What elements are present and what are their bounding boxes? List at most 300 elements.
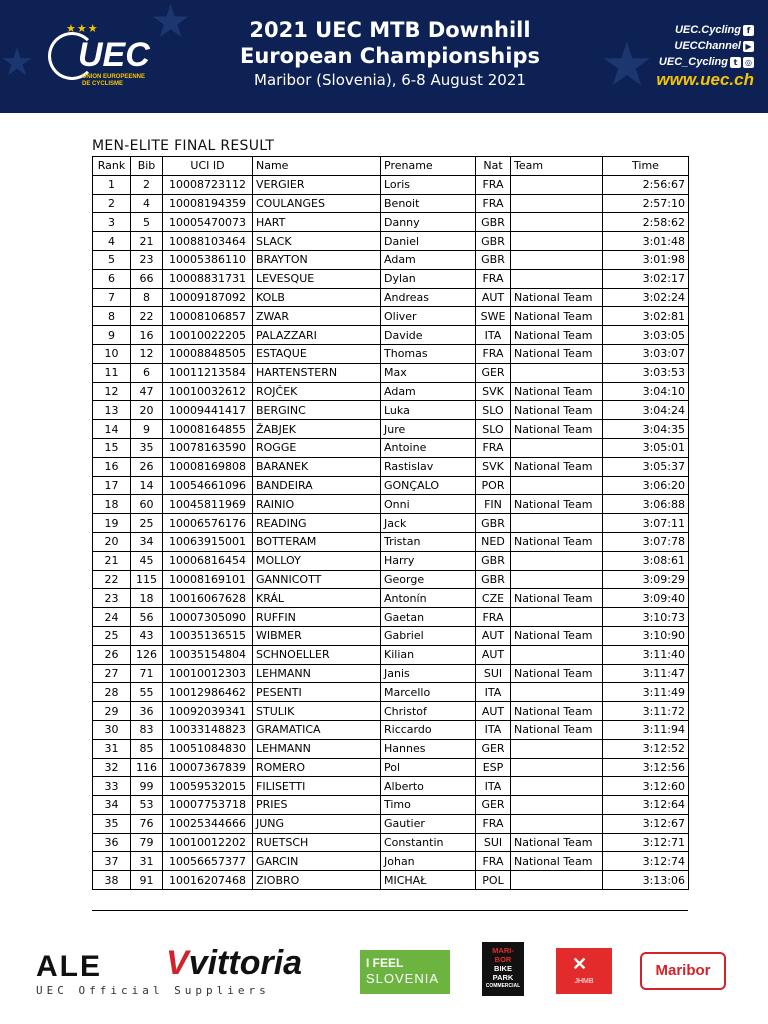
cell-team: National Team: [511, 326, 603, 345]
cell-uci-id: 10005470073: [163, 213, 253, 232]
cell-prename: George: [381, 570, 476, 589]
cell-rank: 15: [93, 438, 131, 457]
cell-name: ROJČEK: [253, 382, 381, 401]
cell-bib: 126: [131, 645, 163, 664]
cell-prename: GONÇALO: [381, 476, 476, 495]
cell-bib: 85: [131, 739, 163, 758]
cell-prename: Antonín: [381, 589, 476, 608]
cell-uci-id: 10007305090: [163, 608, 253, 627]
logo-subtitle: [82, 74, 145, 88]
youtube-icon: ▶: [743, 41, 754, 52]
cell-uci-id: 10059532015: [163, 777, 253, 796]
cell-prename: Onni: [381, 495, 476, 514]
cell-rank: 37: [93, 852, 131, 871]
cell-nat: NED: [476, 532, 511, 551]
cell-bib: 31: [131, 852, 163, 871]
cell-nat: POL: [476, 871, 511, 890]
social-youtube[interactable]: UECChannel ▶: [656, 38, 754, 54]
cell-uci-id: 10006576176: [163, 514, 253, 533]
cell-rank: 6: [93, 269, 131, 288]
sponsors-bar: [0, 940, 768, 1024]
col-header-nat: Nat: [476, 157, 511, 176]
cell-name: LEHMANN: [253, 739, 381, 758]
cell-rank: 38: [93, 871, 131, 890]
cell-bib: 12: [131, 344, 163, 363]
cell-team: [511, 269, 603, 288]
cell-team: [511, 476, 603, 495]
cell-name: SCHNOELLER: [253, 645, 381, 664]
cell-uci-id: 10051084830: [163, 739, 253, 758]
cell-time: 3:13:06: [603, 871, 689, 890]
cell-nat: SVK: [476, 382, 511, 401]
col-header-uci-id: UCI ID: [163, 157, 253, 176]
cell-prename: Marcello: [381, 683, 476, 702]
cell-time: 3:07:11: [603, 514, 689, 533]
cell-team: [511, 871, 603, 890]
cell-team: [511, 683, 603, 702]
cell-nat: GBR: [476, 570, 511, 589]
cell-name: COULANGES: [253, 194, 381, 213]
cell-rank: 13: [93, 401, 131, 420]
cell-rank: 17: [93, 476, 131, 495]
cell-name: RUFFIN: [253, 608, 381, 627]
social-facebook[interactable]: UEC.Cycling f: [656, 22, 754, 38]
cell-nat: ITA: [476, 777, 511, 796]
cell-prename: Jure: [381, 420, 476, 439]
cell-team: National Team: [511, 344, 603, 363]
cell-name: RAINIO: [253, 495, 381, 514]
cell-prename: Gabriel: [381, 626, 476, 645]
cell-bib: 71: [131, 664, 163, 683]
cell-name: BRAYTON: [253, 250, 381, 269]
cell-name: PESENTI: [253, 683, 381, 702]
table-row: [93, 551, 689, 570]
cell-team: National Team: [511, 457, 603, 476]
cell-bib: 56: [131, 608, 163, 627]
table-row: [93, 514, 689, 533]
cell-name: ZIOBRO: [253, 871, 381, 890]
cell-name: ESTAQUE: [253, 344, 381, 363]
cell-team: [511, 232, 603, 251]
cell-uci-id: 10011213584: [163, 363, 253, 382]
cell-bib: 35: [131, 438, 163, 457]
cell-nat: FRA: [476, 438, 511, 457]
star-decoration-icon: ★: [600, 30, 654, 100]
title-line-2: European Championships: [240, 44, 540, 68]
cell-prename: Antoine: [381, 438, 476, 457]
cell-prename: Dylan: [381, 269, 476, 288]
cell-team: [511, 739, 603, 758]
social-links: [656, 22, 754, 88]
cell-rank: 20: [93, 532, 131, 551]
cell-uci-id: 10025344666: [163, 814, 253, 833]
cell-uci-id: 10010012202: [163, 833, 253, 852]
cell-rank: 4: [93, 232, 131, 251]
cell-team: National Team: [511, 401, 603, 420]
cell-name: ŽABJEK: [253, 420, 381, 439]
cell-prename: Christof: [381, 702, 476, 721]
cell-bib: 26: [131, 457, 163, 476]
cell-team: National Team: [511, 833, 603, 852]
cell-name: BERGINC: [253, 401, 381, 420]
cell-team: National Team: [511, 702, 603, 721]
cell-uci-id: 10010012303: [163, 664, 253, 683]
cell-name: GRAMATICA: [253, 720, 381, 739]
cell-nat: FRA: [476, 269, 511, 288]
cell-nat: ITA: [476, 720, 511, 739]
cell-bib: 76: [131, 814, 163, 833]
title-line-1: 2021 UEC MTB Downhill: [249, 18, 531, 42]
cell-prename: Loris: [381, 175, 476, 194]
table-row: [93, 307, 689, 326]
cell-prename: Davide: [381, 326, 476, 345]
cell-bib: 66: [131, 269, 163, 288]
cell-rank: 16: [93, 457, 131, 476]
cell-name: KRÁL: [253, 589, 381, 608]
cell-rank: 24: [93, 608, 131, 627]
cell-rank: 26: [93, 645, 131, 664]
col-header-name: Name: [253, 157, 381, 176]
cell-prename: Hannes: [381, 739, 476, 758]
cell-team: National Team: [511, 532, 603, 551]
cell-rank: 36: [93, 833, 131, 852]
cell-time: 3:11:72: [603, 702, 689, 721]
cell-time: 3:09:40: [603, 589, 689, 608]
cell-uci-id: 10008723112: [163, 175, 253, 194]
cell-uci-id: 10008831731: [163, 269, 253, 288]
cell-time: 3:05:37: [603, 457, 689, 476]
cell-time: 3:10:73: [603, 608, 689, 627]
cell-nat: GBR: [476, 250, 511, 269]
cell-name: GARCIN: [253, 852, 381, 871]
cell-uci-id: 10008169101: [163, 570, 253, 589]
header-banner: [0, 0, 768, 113]
cell-nat: SLO: [476, 420, 511, 439]
cell-uci-id: 10092039341: [163, 702, 253, 721]
social-twitter-instagram[interactable]: UEC_Cycling t ◎: [656, 54, 754, 70]
cell-time: 3:12:67: [603, 814, 689, 833]
instagram-icon: ◎: [743, 57, 754, 68]
section-title: MEN-ELITE FINAL RESULT: [92, 138, 275, 154]
cell-uci-id: 10010032612: [163, 382, 253, 401]
table-row: [93, 758, 689, 777]
cell-nat: GER: [476, 796, 511, 815]
col-header-team: Team: [511, 157, 603, 176]
cell-rank: 12: [93, 382, 131, 401]
cell-uci-id: 10035154804: [163, 645, 253, 664]
cell-time: 3:02:81: [603, 307, 689, 326]
cell-name: LEVESQUE: [253, 269, 381, 288]
cell-nat: SLO: [476, 401, 511, 420]
table-row: [93, 213, 689, 232]
table-row: [93, 664, 689, 683]
cell-rank: 18: [93, 495, 131, 514]
cell-nat: POR: [476, 476, 511, 495]
cell-nat: GER: [476, 739, 511, 758]
star-decoration-icon: ★: [150, 0, 192, 48]
cell-rank: 7: [93, 288, 131, 307]
col-header-bib: Bib: [131, 157, 163, 176]
cell-uci-id: 10045811969: [163, 495, 253, 514]
table-row: [93, 777, 689, 796]
cell-nat: GER: [476, 363, 511, 382]
cell-prename: Adam: [381, 382, 476, 401]
cell-rank: 25: [93, 626, 131, 645]
cell-team: [511, 796, 603, 815]
cell-time: 3:11:47: [603, 664, 689, 683]
cell-nat: GBR: [476, 514, 511, 533]
cell-name: PRIES: [253, 796, 381, 815]
cell-bib: 36: [131, 702, 163, 721]
jhmb-mark-icon: ✕: [572, 954, 588, 974]
table-row: [93, 194, 689, 213]
cell-name: GANNICOTT: [253, 570, 381, 589]
logo-word: UEC: [78, 36, 150, 74]
cell-prename: Riccardo: [381, 720, 476, 739]
title-line-3: Maribor (Slovenia), 6-8 August 2021: [254, 71, 526, 89]
cell-bib: 83: [131, 720, 163, 739]
cell-prename: Constantin: [381, 833, 476, 852]
cell-uci-id: 10056657377: [163, 852, 253, 871]
suppliers-label: UEC Official Suppliers: [36, 984, 270, 997]
col-header-time: Time: [603, 157, 689, 176]
table-row: [93, 363, 689, 382]
cell-nat: GBR: [476, 551, 511, 570]
table-row: [93, 871, 689, 890]
cell-nat: AUT: [476, 626, 511, 645]
cell-rank: 1: [93, 175, 131, 194]
cell-nat: AUT: [476, 645, 511, 664]
cell-name: RUETSCH: [253, 833, 381, 852]
cell-uci-id: 10078163590: [163, 438, 253, 457]
cell-name: WIBMER: [253, 626, 381, 645]
cell-rank: 27: [93, 664, 131, 683]
cell-time: 3:12:74: [603, 852, 689, 871]
cell-time: 3:12:71: [603, 833, 689, 852]
cell-uci-id: 10008164855: [163, 420, 253, 439]
cell-time: 3:11:40: [603, 645, 689, 664]
cell-time: 3:06:88: [603, 495, 689, 514]
cell-prename: Kilian: [381, 645, 476, 664]
cell-bib: 47: [131, 382, 163, 401]
cell-team: [511, 758, 603, 777]
twitter-icon: t: [730, 57, 741, 68]
cell-name: BARANEK: [253, 457, 381, 476]
cell-name: HART: [253, 213, 381, 232]
cell-bib: 22: [131, 307, 163, 326]
cell-rank: 31: [93, 739, 131, 758]
cell-bib: 60: [131, 495, 163, 514]
cell-bib: 9: [131, 420, 163, 439]
cell-team: [511, 645, 603, 664]
facebook-icon: f: [743, 25, 754, 36]
table-row: [93, 269, 689, 288]
cell-time: 3:06:20: [603, 476, 689, 495]
cell-name: BOTTERAM: [253, 532, 381, 551]
cell-prename: Gaetan: [381, 608, 476, 627]
cell-uci-id: 10008848505: [163, 344, 253, 363]
cell-time: 3:03:07: [603, 344, 689, 363]
cell-rank: 22: [93, 570, 131, 589]
cell-nat: ITA: [476, 326, 511, 345]
table-row: [93, 814, 689, 833]
cell-team: National Team: [511, 288, 603, 307]
vittoria-v-mark: V: [166, 944, 189, 982]
cell-team: [511, 213, 603, 232]
table-row: [93, 175, 689, 194]
website-link[interactable]: www.uec.ch: [656, 70, 754, 89]
cell-nat: FRA: [476, 608, 511, 627]
cell-uci-id: 10007753718: [163, 796, 253, 815]
cell-bib: 21: [131, 232, 163, 251]
cell-time: 3:04:10: [603, 382, 689, 401]
cell-rank: 14: [93, 420, 131, 439]
table-row: [93, 420, 689, 439]
cell-time: 3:12:60: [603, 777, 689, 796]
cell-time: 3:12:64: [603, 796, 689, 815]
cell-team: National Team: [511, 852, 603, 871]
cell-uci-id: 10035136515: [163, 626, 253, 645]
cell-rank: 9: [93, 326, 131, 345]
event-title: [200, 17, 580, 91]
cell-prename: Gautier: [381, 814, 476, 833]
table-row: [93, 438, 689, 457]
table-row: [93, 702, 689, 721]
cell-name: KOLB: [253, 288, 381, 307]
table-row: [93, 401, 689, 420]
cell-team: National Team: [511, 664, 603, 683]
cell-name: JUNG: [253, 814, 381, 833]
cell-nat: CZE: [476, 589, 511, 608]
cell-prename: Alberto: [381, 777, 476, 796]
cell-uci-id: 10063915001: [163, 532, 253, 551]
cell-time: 3:04:35: [603, 420, 689, 439]
cell-time: 2:56:67: [603, 175, 689, 194]
cell-nat: ITA: [476, 683, 511, 702]
cell-team: [511, 514, 603, 533]
footer-divider: [92, 910, 688, 911]
cell-bib: 5: [131, 213, 163, 232]
cell-bib: 45: [131, 551, 163, 570]
table-row: [93, 626, 689, 645]
cell-time: 3:01:48: [603, 232, 689, 251]
cell-name: MOLLOY: [253, 551, 381, 570]
cell-team: National Team: [511, 382, 603, 401]
cell-uci-id: 10005386110: [163, 250, 253, 269]
cell-bib: 55: [131, 683, 163, 702]
cell-prename: Thomas: [381, 344, 476, 363]
cell-uci-id: 10008106857: [163, 307, 253, 326]
table-row: [93, 457, 689, 476]
table-row: [93, 739, 689, 758]
cell-nat: FRA: [476, 852, 511, 871]
cell-rank: 28: [93, 683, 131, 702]
cell-rank: 19: [93, 514, 131, 533]
cell-rank: 10: [93, 344, 131, 363]
cell-name: SLACK: [253, 232, 381, 251]
ale-logo: ALE: [36, 950, 102, 983]
cell-nat: GBR: [476, 232, 511, 251]
cell-team: National Team: [511, 420, 603, 439]
cell-prename: Daniel: [381, 232, 476, 251]
table-row: [93, 532, 689, 551]
table-row: [93, 382, 689, 401]
table-row: [93, 833, 689, 852]
cell-uci-id: 10007367839: [163, 758, 253, 777]
cell-prename: Jack: [381, 514, 476, 533]
i-feel-slovenia-logo: I FEEL SLOVENIA: [360, 950, 450, 994]
cell-bib: 14: [131, 476, 163, 495]
table-row: [93, 495, 689, 514]
cell-nat: FIN: [476, 495, 511, 514]
cell-team: [511, 608, 603, 627]
cell-bib: 99: [131, 777, 163, 796]
cell-time: 3:02:24: [603, 288, 689, 307]
cell-rank: 23: [93, 589, 131, 608]
cell-nat: GBR: [476, 213, 511, 232]
logo-sub-line2: DE CYCLISME: [82, 81, 124, 87]
cell-name: VERGIER: [253, 175, 381, 194]
cell-time: 3:05:01: [603, 438, 689, 457]
cell-time: 3:12:52: [603, 739, 689, 758]
cell-name: ROMERO: [253, 758, 381, 777]
cell-name: LEHMANN: [253, 664, 381, 683]
table-row: [93, 570, 689, 589]
vittoria-logo: Vvittoria: [166, 944, 303, 982]
cell-nat: FRA: [476, 814, 511, 833]
table-row: [93, 796, 689, 815]
cell-uci-id: 10009187092: [163, 288, 253, 307]
cell-bib: 18: [131, 589, 163, 608]
uec-logo: [40, 22, 180, 94]
cell-bib: 43: [131, 626, 163, 645]
cell-nat: FRA: [476, 194, 511, 213]
cell-team: [511, 363, 603, 382]
cell-time: 3:07:78: [603, 532, 689, 551]
cell-uci-id: 10016067628: [163, 589, 253, 608]
cell-team: National Team: [511, 589, 603, 608]
logo-stars-icon: ★★★: [66, 22, 99, 35]
cell-name: READING: [253, 514, 381, 533]
table-row: [93, 232, 689, 251]
cell-name: FILISETTI: [253, 777, 381, 796]
cell-time: 3:01:98: [603, 250, 689, 269]
cell-rank: 34: [93, 796, 131, 815]
cell-team: National Team: [511, 720, 603, 739]
cell-time: 3:12:56: [603, 758, 689, 777]
col-header-rank: Rank: [93, 157, 131, 176]
cell-bib: 23: [131, 250, 163, 269]
cell-nat: SUI: [476, 664, 511, 683]
cell-time: 3:09:29: [603, 570, 689, 589]
cell-team: [511, 250, 603, 269]
cell-prename: Andreas: [381, 288, 476, 307]
cell-rank: 30: [93, 720, 131, 739]
cell-uci-id: 10006816454: [163, 551, 253, 570]
cell-time: 3:08:61: [603, 551, 689, 570]
cell-time: 3:11:49: [603, 683, 689, 702]
cell-prename: Oliver: [381, 307, 476, 326]
cell-prename: MICHAŁ: [381, 871, 476, 890]
cell-bib: 53: [131, 796, 163, 815]
cell-rank: 5: [93, 250, 131, 269]
cell-prename: Adam: [381, 250, 476, 269]
cell-time: 3:04:24: [603, 401, 689, 420]
cell-prename: Pol: [381, 758, 476, 777]
cell-team: [511, 175, 603, 194]
cell-prename: Timo: [381, 796, 476, 815]
cell-prename: Benoit: [381, 194, 476, 213]
